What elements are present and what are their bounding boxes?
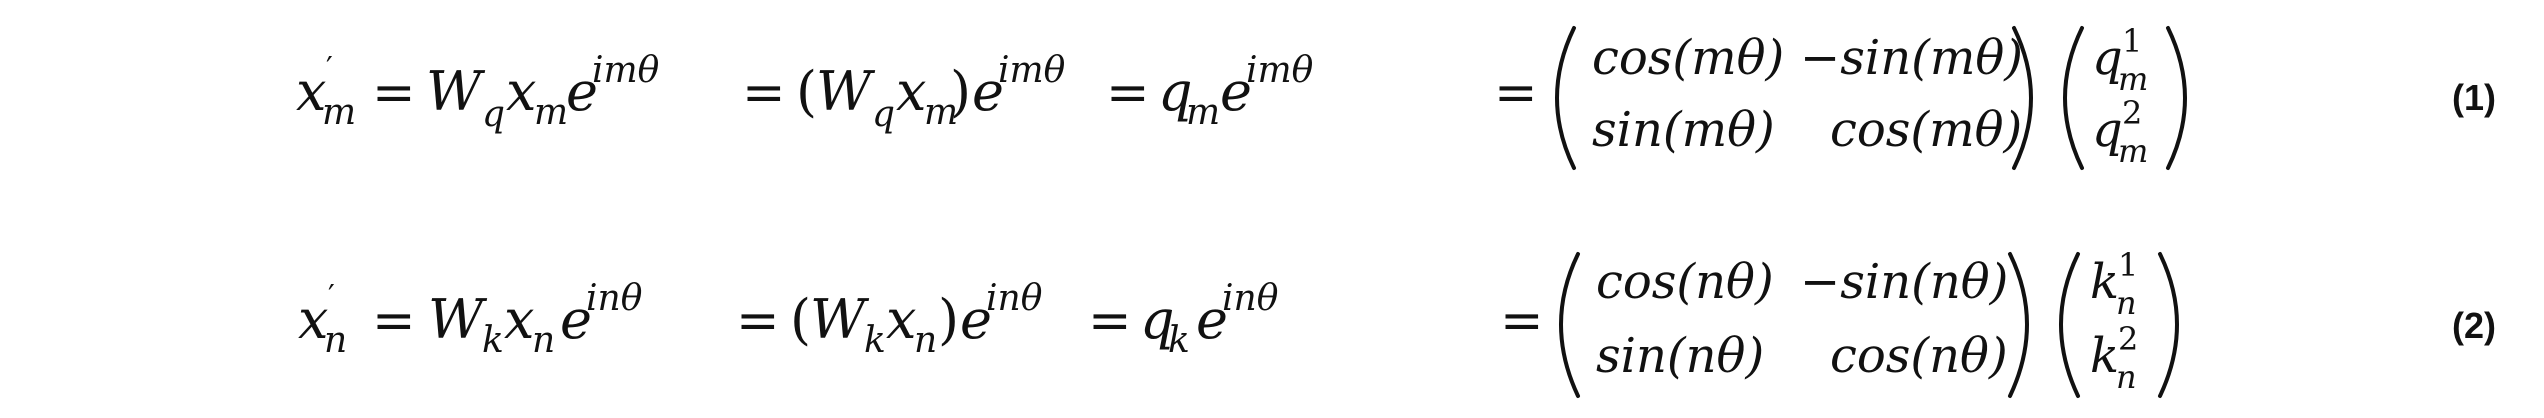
eq2-t1-e: e bbox=[560, 288, 592, 351]
eq2-t1-W-sub: k bbox=[482, 320, 504, 361]
eq1-matrix-a11: cos(mθ) bbox=[1592, 30, 1785, 86]
eq2-t2-W-sub: k bbox=[864, 320, 886, 361]
eq2-vector-v1-sub: n bbox=[2116, 284, 2137, 322]
eq1-t2-close: ) bbox=[950, 60, 972, 123]
eq2-t2-e: e bbox=[960, 288, 992, 351]
eq2-number: (2) bbox=[2452, 305, 2496, 346]
eq1-t2-open: ( bbox=[796, 60, 818, 123]
eq1-lhs-base: x bbox=[296, 60, 327, 123]
eq2-t3-q-sub: k bbox=[1168, 320, 1190, 361]
equation-2 bbox=[298, 246, 2496, 396]
eq1-t3-e: e bbox=[1220, 60, 1252, 123]
eq2-t1-W: W bbox=[428, 288, 484, 351]
eq1-vector-v1-sub: m bbox=[2118, 60, 2149, 98]
eq2-vector-v1-sup: 1 bbox=[2118, 246, 2139, 284]
eq1-number: (1) bbox=[2452, 77, 2496, 118]
eq1-lhs-prime: ′ bbox=[326, 51, 333, 86]
eq1-matrix-a21: sin(mθ) bbox=[1592, 102, 1775, 158]
eq1-equals-1: = bbox=[372, 63, 416, 123]
eq1-term3 bbox=[1158, 50, 1314, 133]
eq1-t2-e: e bbox=[972, 60, 1004, 123]
eq1-matrix-a12: −sin(mθ) bbox=[1800, 30, 2023, 86]
eq2-lhs-base: x bbox=[298, 288, 329, 351]
eq1-equals-3: = bbox=[1106, 63, 1150, 123]
eq1-t2-W-sub: q bbox=[872, 94, 896, 135]
eq2-matrix-a12: −sin(nθ) bbox=[1800, 254, 2009, 310]
eq2-vector-right-paren bbox=[2160, 254, 2177, 396]
eq2-matrix-a21: sin(nθ) bbox=[1596, 328, 1765, 384]
eq1-vector-v2-base: q bbox=[2092, 102, 2123, 158]
eq1-equals-2: = bbox=[742, 63, 786, 123]
eq2-lhs bbox=[298, 279, 347, 361]
eq2-t2-x-sub: n bbox=[914, 320, 938, 361]
eq2-equals-4: = bbox=[1500, 291, 1544, 351]
eq1-matrix-a22: cos(mθ) bbox=[1830, 102, 2023, 158]
equation-1 bbox=[296, 22, 2496, 170]
eq2-t3-e: e bbox=[1196, 288, 1228, 351]
eq2-t1-x: x bbox=[504, 288, 535, 351]
eq2-vector-v2-base: k bbox=[2090, 328, 2120, 384]
eq1-t1-e: e bbox=[566, 60, 598, 123]
eq2-equals-1: = bbox=[372, 291, 416, 351]
eq1-lhs-sub: m bbox=[322, 92, 357, 133]
eq1-t3-exp: imθ bbox=[1246, 50, 1314, 91]
eq2-matrix-left-paren bbox=[1561, 254, 1578, 396]
eq1-vector bbox=[2065, 22, 2185, 170]
eq2-term1 bbox=[428, 278, 643, 361]
eq1-vector-v2-sub: m bbox=[2118, 132, 2149, 170]
eq2-t2-close: ) bbox=[938, 288, 960, 351]
eq1-t1-W-sub: q bbox=[482, 94, 506, 135]
eq2-term3 bbox=[1140, 278, 1279, 361]
eq2-t1-x-sub: n bbox=[532, 320, 556, 361]
eq2-vector-v2-sup: 2 bbox=[2118, 320, 2139, 358]
eq1-vector-v1-sup: 1 bbox=[2122, 22, 2143, 60]
eq2-t2-x: x bbox=[886, 288, 917, 351]
eq1-t2-x: x bbox=[896, 60, 927, 123]
eq2-term2 bbox=[790, 278, 1043, 361]
eq2-lhs-prime: ′ bbox=[328, 279, 335, 314]
eq2-vector-left-paren bbox=[2061, 254, 2078, 396]
eq1-lhs bbox=[296, 51, 356, 133]
eq1-vector-right-paren bbox=[2168, 28, 2185, 168]
eq1-rotation-matrix bbox=[1557, 28, 2031, 168]
eq1-equals-4: = bbox=[1494, 63, 1538, 123]
eq1-term1 bbox=[426, 50, 660, 135]
eq2-equals-3: = bbox=[1088, 291, 1132, 351]
eq2-lhs-sub: n bbox=[324, 320, 348, 361]
eq1-t2-x-sub: m bbox=[924, 92, 959, 133]
eq2-t2-open: ( bbox=[790, 288, 812, 351]
eq1-t2-W: W bbox=[816, 60, 872, 123]
eq1-term2 bbox=[796, 50, 1066, 135]
eq2-t1-exp: inθ bbox=[586, 278, 643, 319]
eq2-t2-W: W bbox=[810, 288, 866, 351]
eq2-t2-exp: inθ bbox=[986, 278, 1043, 319]
eq2-rotation-matrix bbox=[1561, 254, 2027, 396]
eq1-vector-left-paren bbox=[2065, 28, 2082, 168]
eq2-matrix-a22: cos(nθ) bbox=[1830, 328, 2008, 384]
eq1-t1-x-sub: m bbox=[534, 92, 569, 133]
eq1-t3-q: q bbox=[1158, 60, 1193, 123]
eq1-t1-exp: imθ bbox=[592, 50, 660, 91]
eq2-matrix-right-paren bbox=[2010, 254, 2027, 396]
eq2-vector-v1-base: k bbox=[2090, 254, 2120, 310]
eq1-vector-v2-sup: 2 bbox=[2122, 94, 2143, 132]
eq1-t1-W: W bbox=[426, 60, 482, 123]
eq1-t1-x: x bbox=[506, 60, 537, 123]
eq2-t3-exp: inθ bbox=[1222, 278, 1279, 319]
eq2-vector-v2-sub: n bbox=[2116, 358, 2137, 396]
eq1-matrix-left-paren bbox=[1557, 28, 1574, 168]
eq1-vector-v1-base: q bbox=[2092, 30, 2123, 86]
eq1-t3-q-sub: m bbox=[1186, 92, 1221, 133]
eq2-equals-2: = bbox=[736, 291, 780, 351]
eq2-matrix-a11: cos(nθ) bbox=[1596, 254, 1774, 310]
eq2-vector bbox=[2061, 246, 2177, 396]
eq1-t2-exp: imθ bbox=[998, 50, 1066, 91]
eq2-t3-q: q bbox=[1140, 288, 1175, 351]
